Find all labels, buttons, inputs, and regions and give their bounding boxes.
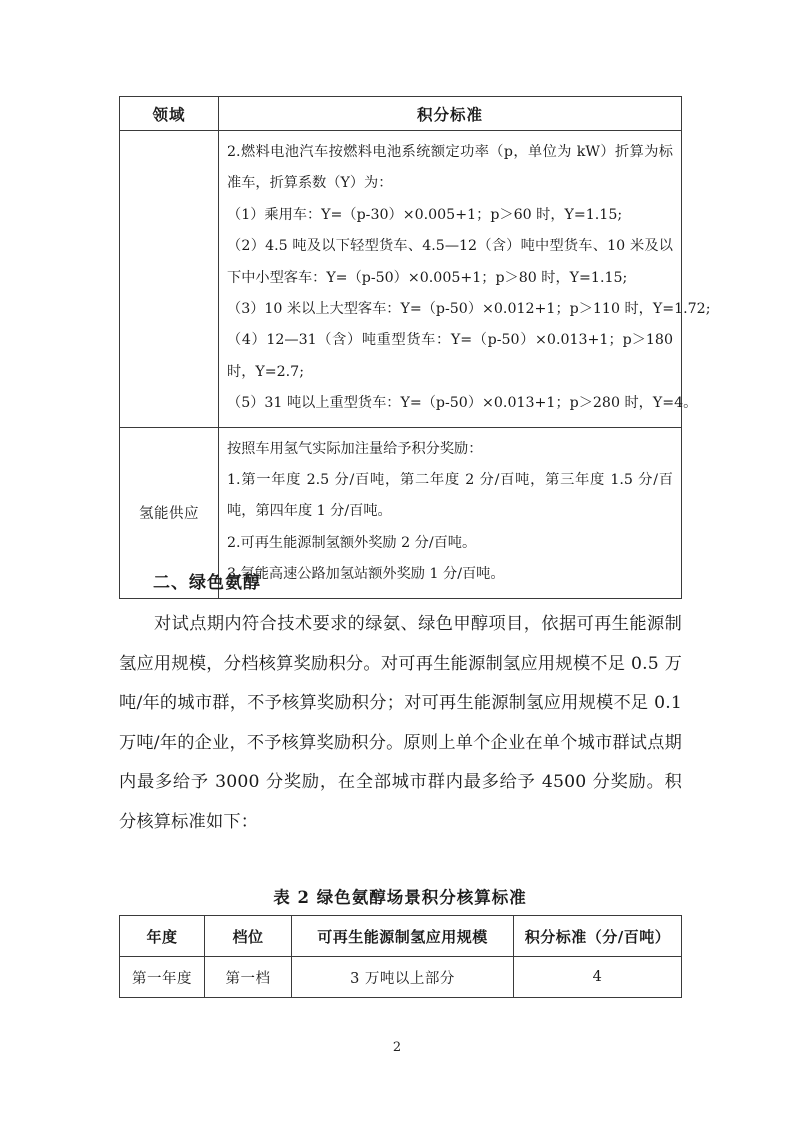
- column-header-domain: 领域: [120, 97, 219, 131]
- table2-caption: 表 2 绿色氨醇场景积分核算标准: [273, 888, 527, 907]
- rule-line: 2.可再生能源制氢额外奖励 2 分/百吨。: [227, 534, 477, 551]
- rule-line: （2）4.5 吨及以下轻型货车、4.5—12（含）吨中型货车、10 米及以下中小型客车：Y=（p-50）×0.005+1；p＞80 时，Y=1.15;: [227, 238, 673, 286]
- column-header-tier: 档位: [205, 916, 292, 957]
- column-header-scale: 可再生能源制氢应用规模: [292, 916, 514, 957]
- rule-line: （3）10 米以上大型客车：Y=（p-50）×0.012+1；p＞110 时，Y=1.72;: [227, 301, 711, 318]
- column-header-points-standard: 积分标准: [219, 97, 682, 131]
- cell-tier: 第一档: [205, 957, 292, 998]
- row-content-fuel-cell: [219, 131, 711, 428]
- cell-scale: 3 万吨以上部分: [292, 957, 514, 998]
- row-label-empty: [120, 131, 219, 428]
- green-ammonia-methanol-table: [119, 915, 682, 998]
- cell-points: 4: [514, 957, 682, 998]
- rule-line: （1）乘用车：Y=（p-30）×0.005+1；p＞60 时，Y=1.15;: [227, 206, 623, 223]
- table-row: [120, 131, 682, 428]
- rule-line: 2.燃料电池汽车按燃料电池系统额定功率（p，单位为 kW）折算为标准车，折算系数（Y）为：: [227, 144, 673, 192]
- points-standard-table: [119, 96, 711, 599]
- rule-line: （4）12—31（含）吨重型货车：Y=（p-50）×0.013+1；p＞180 时，Y=2.7;: [227, 332, 673, 380]
- table-header-row: [120, 97, 682, 131]
- table-row: [120, 957, 682, 998]
- rule-line: 按照车用氢气实际加注量给予积分奖励：: [227, 440, 483, 457]
- section-paragraph: 对试点期内符合技术要求的绿氨、绿色甲醇项目，依据可再生能源制氢应用规模，分档核算奖励积分。对可再生能源制氢应用规模不足 0.5 万吨/年的城市群，不予核算奖励积分；对可再生能源制氢应用规模不足 0.1 万吨/年的企业，不予核算奖励积分。原则上单个企业在单个城市群试点期内最多给予 3000 分奖励，在全部城市群内最多给予 4500 分奖励。积分核算标准如下：: [119, 614, 682, 832]
- page-number: 2: [392, 1040, 402, 1055]
- column-header-points: 积分标准（分/百吨）: [514, 916, 682, 957]
- rule-line: 3.氢能高速公路加氢站额外奖励 1 分/百吨。: [227, 566, 505, 583]
- rule-line: （5）31 吨以上重型货车：Y=（p-50）×0.013+1；p＞280 时，Y=4。: [227, 395, 698, 412]
- table-header-row: [120, 916, 682, 957]
- rule-line: 1.第一年度 2.5 分/百吨，第二年度 2 分/百吨，第三年度 1.5 分/百吨，第四年度 1 分/百吨。: [227, 472, 673, 520]
- row-label-hydrogen-supply: 氢能供应: [120, 427, 219, 598]
- section-heading: 二、绿色氨醇: [153, 573, 261, 593]
- cell-year: 第一年度: [120, 957, 205, 998]
- column-header-year: 年度: [120, 916, 205, 957]
